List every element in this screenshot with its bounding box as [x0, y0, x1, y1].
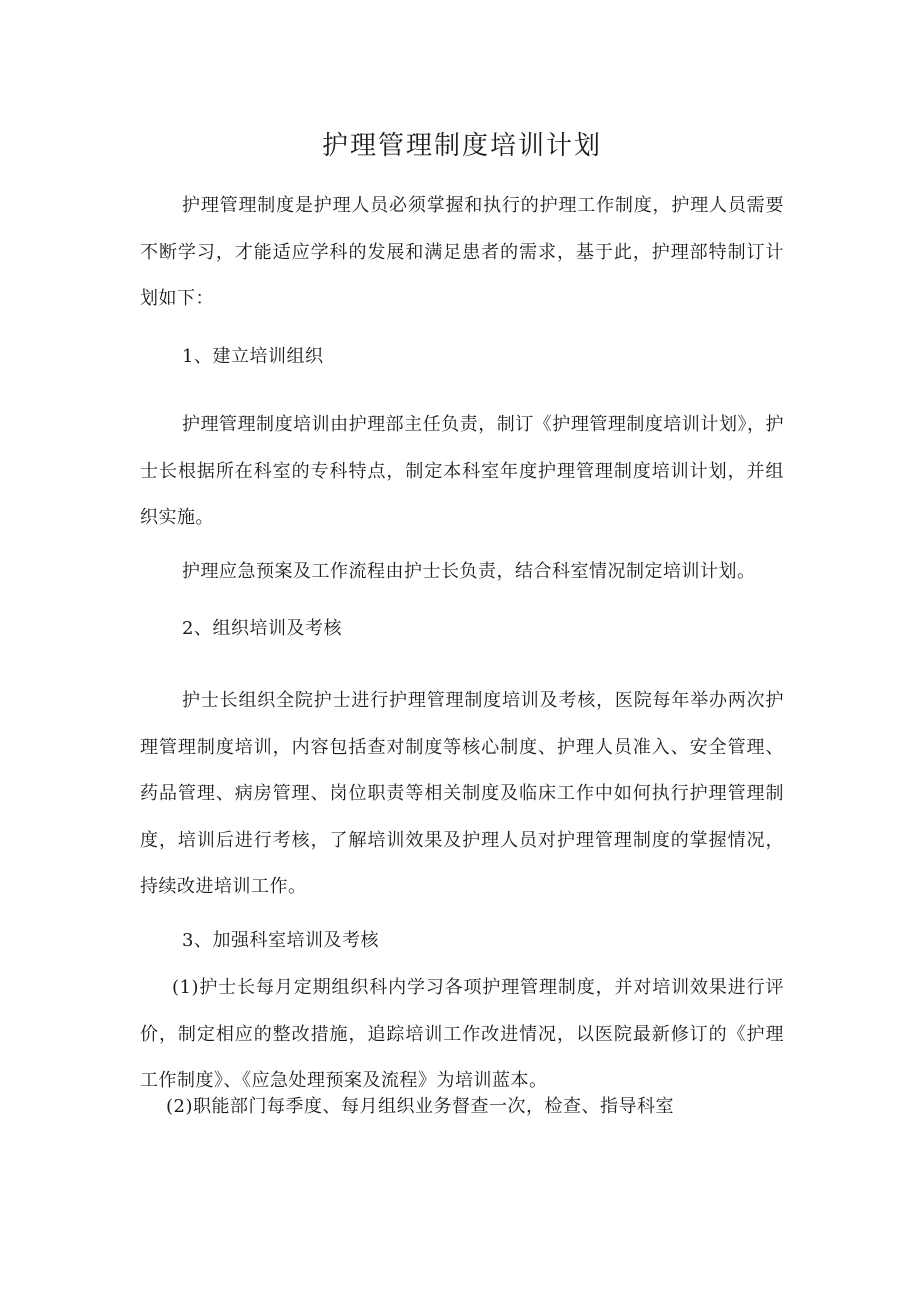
section-heading-1: 1、建立培训组织: [182, 346, 324, 367]
section-1-paragraph-2: 护理应急预案及工作流程由护士长负责，结合科室情况制定培训计划。: [182, 561, 756, 582]
document-title: 护理管理制度培训计划: [321, 131, 602, 161]
section-1-paragraph-1: 护理管理制度培训由护理部主任负责，制订《护理管理制度培训计划》，护士长根据所在科室的专科特点，制定本科室年度护理管理制度培训计划，并组织实施。: [140, 414, 784, 528]
section-3-item-2: (2)职能部门每季度、每月组织业务督查一次，检查、指导科室: [166, 1096, 674, 1117]
section-2-paragraph-1: 护士长组织全院护士进行护理管理制度培训及考核，医院每年举办两次护理管理制度培训，内容包括查对制度等核心制度、护理人员准入、安全管理、药品管理、病房管理、岗位职责等相关制度及临床工作中如何执行护理管理制度，培训后进行考核，了解培训效果及护理人员对护理管理制度的掌握情况，持续改进培训工作。: [140, 690, 784, 897]
section-heading-2: 2、组织培训及考核: [182, 618, 342, 639]
intro-paragraph: 护理管理制度是护理人员必须掌握和执行的护理工作制度，护理人员需要不断学习，才能适应学科的发展和满足患者的需求，基于此，护理部特制订计划如下：: [140, 195, 784, 309]
section-3-item-1: (1)护士长每月定期组织科内学习各项护理管理制度，并对培训效果进行评价，制定相应的整改措施，追踪培训工作改进情况，以医院最新修订的《护理工作制度》、《应急处理预案及流程》为培训蓝本。: [140, 977, 784, 1091]
section-heading-3: 3、加强科室培训及考核: [182, 930, 379, 951]
